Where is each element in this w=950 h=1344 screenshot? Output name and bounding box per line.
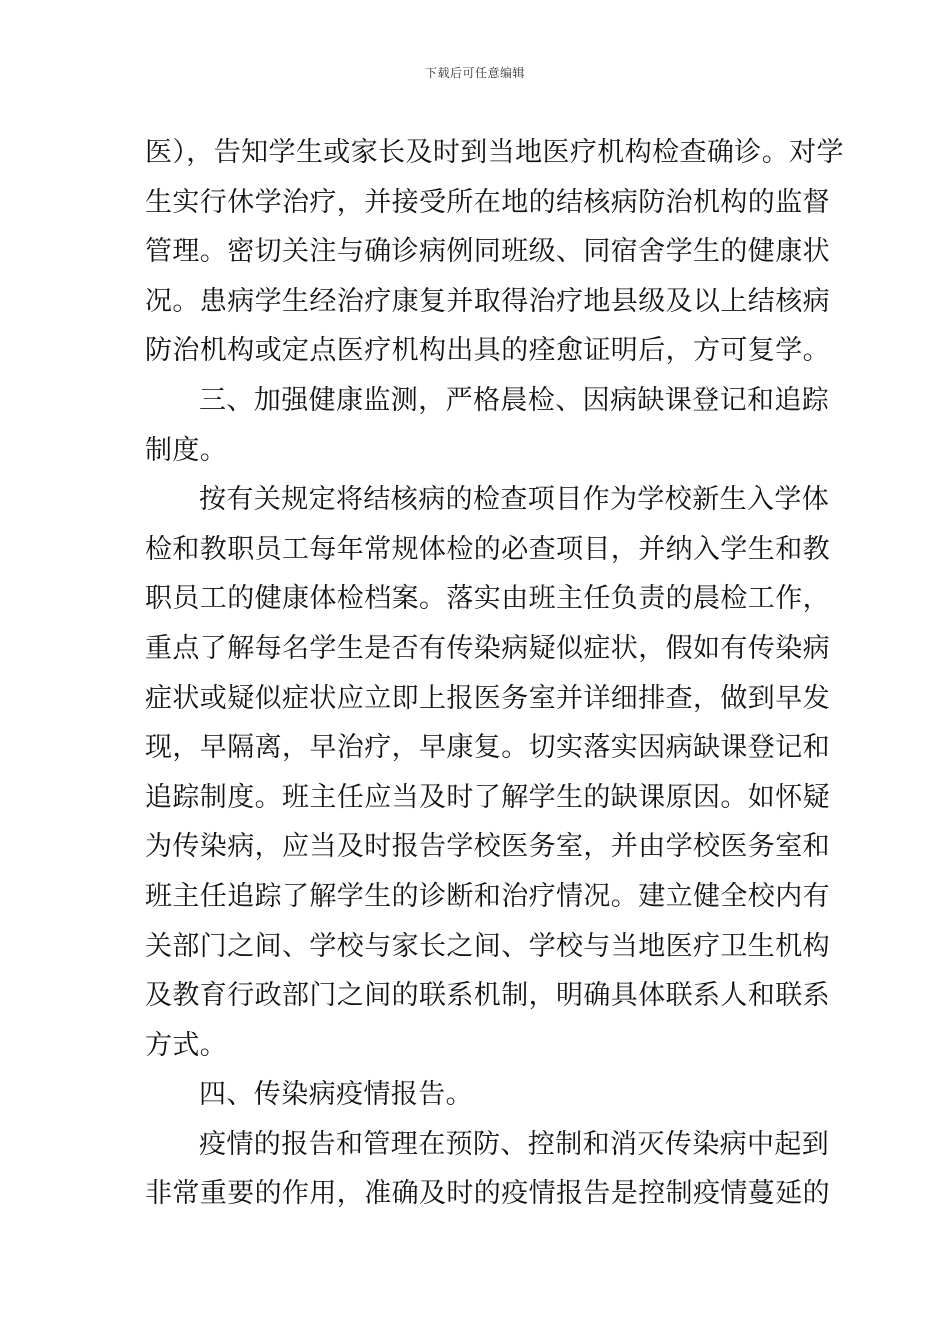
text-line: 医），告知学生或家长及时到当地医疗机构检查确诊。对学 [145,137,844,168]
paragraph-start: 按有关规定将结核病的检查项目作为学校新生入学体 [199,484,830,516]
text-line: 防治机构或定点医疗机构出具的痊愈证明后，方可复学。 [145,335,830,367]
text-line: 生实行休学治疗，并接受所在地的结核病防治机构的监督 [145,186,830,218]
text-line: 追踪制度。班主任应当及时了解学生的缺课原因。如怀疑 [145,781,830,813]
text-line: 现，早隔离，早治疗，早康复。切实落实因病缺课登记和 [145,732,830,764]
section-heading-3: 三、加强健康监测，严格晨检、因病缺课登记和追踪 [199,384,830,416]
text-line: 管理。密切关注与确诊病例同班级、同宿舍学生的健康状 [145,236,830,268]
page-header-note: 下载后可任意编辑 [424,66,525,80]
text-line: 非常重要的作用，准确及时的疫情报告是控制疫情蔓延的 [145,1178,830,1210]
text-line: 方式。 [145,1029,228,1061]
text-line: 况。患病学生经治疗康复并取得治疗地县级及以上结核病 [145,285,830,317]
section-heading-4: 四、传染病疫情报告。 [199,1079,473,1111]
text-line: 为传染病，应当及时报告学校医务室，并由学校医务室和 [145,831,830,863]
text-line: 症状或疑似症状应立即上报医务室并详细排查，做到早发 [145,682,830,714]
text-line: 关部门之间、学校与家长之间、学校与当地医疗卫生机构 [145,930,830,962]
paragraph-start: 疫情的报告和管理在预防、控制和消灭传染病中起到 [199,1128,830,1160]
text-line: 及教育行政部门之间的联系机制，明确具体联系人和联系 [145,980,830,1012]
text-line: 检和教职员工每年常规体检的必查项目，并纳入学生和教 [145,533,830,565]
section-heading-3-continued: 制度。 [145,434,228,466]
text-line: 班主任追踪了解学生的诊断和治疗情况。建立健全校内有 [145,880,830,912]
text-line: 重点了解每名学生是否有传染病疑似症状，假如有传染病 [145,632,830,664]
body-text [145,128,844,1219]
text-line: 职员工的健康体检档案。落实由班主任负责的晨检工作， [145,583,830,615]
